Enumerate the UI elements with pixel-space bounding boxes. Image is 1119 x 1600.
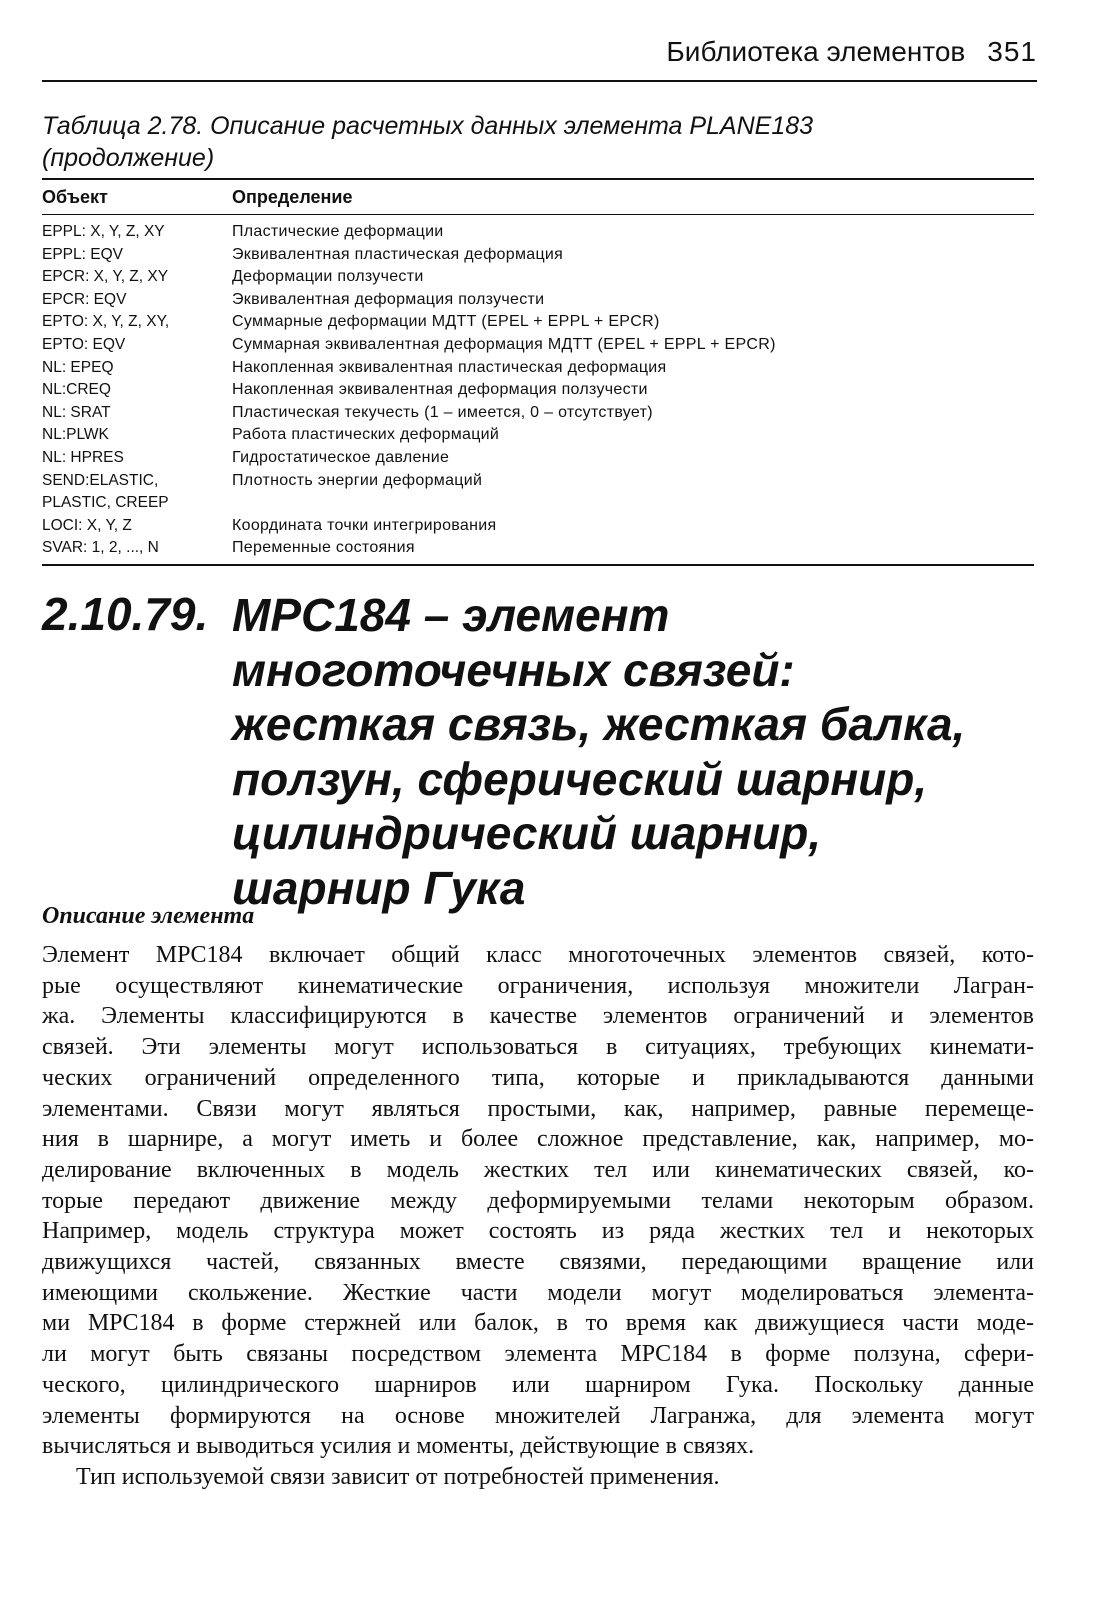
table-caption-line: (продолжение) — [42, 144, 215, 172]
body-line: ми MPC184 в форме стержней или балок, в то время как движущиеся части моде- — [42, 1310, 1034, 1337]
table-cell-object: EPTO: EQV — [42, 335, 126, 353]
table-row — [42, 379, 1034, 402]
table-caption-line: Таблица 2.78. Описание расчетных данных элемента PLANE183 — [42, 112, 814, 140]
body-line: имеющими скольжение. Жесткие части модели могут моделироваться элемента- — [42, 1279, 1034, 1306]
table-body — [42, 215, 1034, 564]
table-row — [42, 470, 1034, 493]
table-header-row — [42, 180, 1034, 215]
body-line: делирование включенных в модель жестких тел или кинематических связей, ко- — [42, 1156, 1034, 1183]
body-line: ли могут быть связаны посредством элемента MPC184 в форме ползуна, сфери- — [42, 1341, 1034, 1368]
table-cell-definition: Эквивалентная пластическая деформация — [232, 245, 564, 263]
body-line: элементы формируются на основе множителей Лагранжа, для элемента могут — [42, 1402, 1034, 1429]
table-cell-definition — [232, 492, 1034, 515]
running-header — [42, 36, 1037, 82]
table-cell-object: EPTO: X, Y, Z, XY, — [42, 313, 170, 331]
running-title: Библиотека элементов — [666, 36, 966, 67]
column-header-definition: Определение — [232, 186, 353, 207]
table-cell-definition: Гидростатическое давление — [232, 448, 450, 466]
table-row — [42, 447, 1034, 470]
table-cell-definition: Работа пластических деформаций — [232, 426, 500, 444]
table-cell-object: EPCR: EQV — [42, 290, 127, 308]
table-row — [42, 244, 1034, 267]
table-cell-definition: Пластическая текучесть (1 – имеется, 0 – отсутствует) — [232, 403, 653, 421]
body-line: торые передают движение между деформируемыми телами некоторым образом. — [42, 1187, 1034, 1214]
section-number: 2.10.79. — [42, 588, 209, 640]
section-title-line: многоточечных связей: — [232, 643, 795, 696]
table-cell-object: NL: EPEQ — [42, 358, 114, 376]
table-row — [42, 357, 1034, 380]
body-line: движущихся частей, связанных вместе связями, передающими вращение или — [42, 1249, 1034, 1276]
section-title-line: ползун, сферический шарнир, — [232, 752, 928, 805]
table-row — [42, 537, 1034, 560]
body-line: жа. Элементы классифицируются в качестве элементов ограничений и элементов — [42, 1003, 1034, 1030]
body-line: вычисляться и выводиться усилия и моменты, действующие в связях. — [42, 1433, 755, 1460]
body-line: ческого, цилиндрического шарниров или шарниром Гука. Поскольку данные — [42, 1371, 1034, 1398]
table-row — [42, 424, 1034, 447]
body-line: ния в шарнире, а могут иметь и более сложное представление, как, например, мо- — [42, 1126, 1034, 1153]
table-cell-definition: Пластические деформации — [232, 223, 444, 240]
table-row — [42, 289, 1034, 312]
column-header-object: Объект — [42, 186, 108, 207]
table-cell-object: EPCR: X, Y, Z, XY — [42, 268, 169, 286]
table-row — [42, 221, 1034, 244]
table-cell-object: SEND:ELASTIC, — [42, 471, 159, 489]
section-title-line: MPC184 – элемент — [232, 589, 670, 641]
page-number: 351 — [987, 36, 1037, 67]
table-cell-definition: Плотность энергии деформаций — [232, 471, 483, 489]
table-cell-definition: Суммарные деформации МДТТ (EPEL + EPPL + EPCR) — [232, 313, 660, 331]
table-cell-object: NL:PLWK — [42, 426, 109, 444]
table-cell-definition: Переменные состояния — [232, 539, 415, 557]
body-line: рые осуществляют кинематические ограничения, используя множители Лагран- — [42, 972, 1034, 999]
table-cell-object: NL: HPRES — [42, 448, 124, 466]
body-text — [42, 940, 1034, 1493]
table-caption — [42, 110, 1042, 174]
body-line: связей. Эти элементы могут использоваться в ситуациях, требующих кинемати- — [42, 1034, 1034, 1061]
table-cell-object: SVAR: 1, 2, ..., N — [42, 539, 159, 557]
table-cell-definition: Накопленная эквивалентная деформация ползучести — [232, 381, 648, 399]
table-cell-object: NL: SRAT — [42, 403, 111, 421]
table-cell-definition: Эквивалентная деформация ползучести — [232, 290, 545, 308]
body-line: Например, модель структура может состоять из ряда жестких тел и некоторых — [42, 1218, 1034, 1245]
table-row — [42, 334, 1034, 357]
section-title-line: цилиндрический шарнир, — [232, 807, 822, 859]
table-row — [42, 492, 1034, 515]
table-cell-object: PLASTIC, CREEP — [42, 494, 169, 512]
table-cell-object: EPPL: X, Y, Z, XY — [42, 223, 165, 240]
table-cell-definition: Деформации ползучести — [232, 268, 424, 286]
table-cell-object: LOCI: X, Y, Z — [42, 516, 132, 534]
table-row — [42, 515, 1034, 538]
results-table — [42, 178, 1034, 566]
table-cell-object: NL:CREQ — [42, 381, 111, 399]
table-row — [42, 266, 1034, 289]
table-cell-object: EPPL: EQV — [42, 245, 123, 263]
table-row — [42, 311, 1034, 334]
section-title — [232, 588, 1032, 915]
subsection-title: Описание элемента — [42, 903, 255, 929]
body-line: ческих ограничений определенного типа, которые и прикладываются данными — [42, 1064, 1034, 1091]
table-cell-definition: Суммарная эквивалентная деформация МДТТ (EPEL + EPPL + EPCR) — [232, 335, 776, 353]
table-row — [42, 402, 1034, 425]
body-line: элементами. Связи могут являться простыми, как, например, равные перемеще- — [42, 1095, 1034, 1122]
section-title-line: шарнир Гука — [232, 861, 526, 914]
table-cell-definition: Накопленная эквивалентная пластическая деформация — [232, 358, 667, 376]
body-paragraph: Тип используемой связи зависит от потребностей применения. — [76, 1463, 720, 1490]
section-title-line: жесткая связь, жесткая балка, — [232, 698, 966, 750]
body-line: Элемент MPC184 включает общий класс многоточечных элементов связей, кото- — [42, 942, 1034, 968]
table-cell-definition: Координата точки интегрирования — [232, 516, 497, 534]
